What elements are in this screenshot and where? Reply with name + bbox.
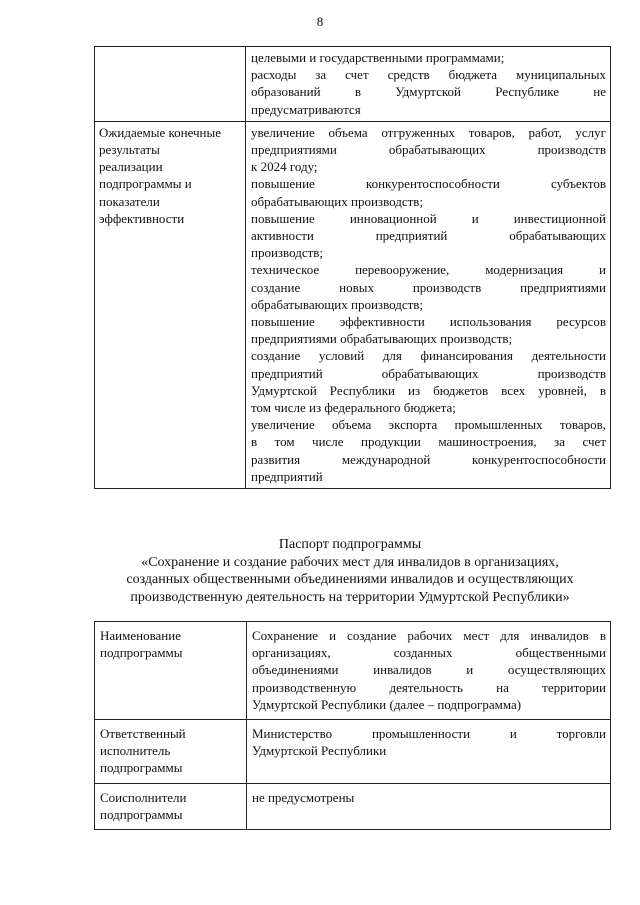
text-line: обрабатывающих производств; xyxy=(251,296,424,312)
text-line: предприятиями обрабатывающих производств; xyxy=(251,331,513,347)
label-cell-expected-results xyxy=(95,121,246,488)
label-line: реализации xyxy=(99,159,163,175)
label-line: показатели xyxy=(99,193,160,209)
label-line: подпрограммы xyxy=(100,806,183,822)
table-row-expected-results xyxy=(95,121,611,488)
text-line: повышение инновационной и инвестиционной xyxy=(251,210,606,226)
label-line: результаты xyxy=(99,142,160,158)
value-cell-expected-results xyxy=(246,121,611,488)
label-line: подпрограммы xyxy=(100,645,183,661)
text-line: увеличение объема экспорта промышленных товаров, xyxy=(251,417,606,433)
page-number: 8 xyxy=(316,14,324,29)
label-line: Наименование xyxy=(100,628,181,643)
label-cell-name xyxy=(95,622,247,720)
text-line: предприятиями обрабатывающих производств xyxy=(251,142,606,158)
value-cell-continuation xyxy=(246,47,611,122)
label-line: эффективности xyxy=(99,210,185,226)
text-line: организациях, созданных общественными xyxy=(252,645,606,661)
text-line: Удмуртской Республики (далее – подпрограмма) xyxy=(252,696,522,712)
text-line: производств; xyxy=(251,245,324,261)
text-line: не предусмотрены xyxy=(252,789,355,805)
subprogram-passport-table xyxy=(94,621,611,830)
text-line: предусматриваются xyxy=(251,101,361,117)
program-table-continued xyxy=(94,46,611,489)
value-cell-name xyxy=(247,622,611,720)
table-row-continuation xyxy=(95,47,611,122)
text-line: развития международной конкурентоспособности xyxy=(251,451,606,467)
label-cell-empty xyxy=(95,47,246,122)
table-row-coexecutors xyxy=(95,783,611,829)
text-line: увеличение объема отгруженных товаров, работ, услуг xyxy=(251,124,606,140)
table-row-responsible xyxy=(95,720,611,784)
text-line: объединениями инвалидов и осуществляющих xyxy=(252,662,606,678)
text-line: техническое перевооружение, модернизация и xyxy=(251,262,606,278)
passport-title: Паспорт подпрограммы xyxy=(278,537,422,552)
label-line: подпрограммы xyxy=(100,760,183,776)
passport-subtitle-line: производственную деятельность на территории Удмуртской Республики» xyxy=(130,589,570,605)
subprogram-passport-heading xyxy=(70,536,630,606)
label-line: исполнитель xyxy=(100,743,171,759)
passport-subtitle-line: созданных общественными объединениями инвалидов и осуществляющих xyxy=(126,572,574,587)
text-line: создание новых производств предприятиями xyxy=(251,279,606,295)
label-line: Ответственный xyxy=(100,726,186,742)
text-line: повышение конкурентоспособности субъектов xyxy=(251,176,606,192)
text-line: в том числе продукции машиностроения, за счет xyxy=(251,434,606,450)
label-cell-coexecutors xyxy=(95,783,247,829)
text-line: Удмуртской Республики xyxy=(252,743,387,759)
text-line: том числе из федерального бюджета; xyxy=(251,400,456,416)
text-line: обрабатывающих производств; xyxy=(251,193,424,209)
text-line: целевыми и государственными программами; xyxy=(251,50,505,65)
label-line: Соисполнители xyxy=(100,789,187,805)
text-line: активности предприятий обрабатывающих xyxy=(251,228,606,244)
value-cell-coexecutors xyxy=(247,783,611,829)
text-line: образований в Удмуртской Республике не xyxy=(251,84,606,100)
text-line: предприятий обрабатывающих производств xyxy=(251,365,606,381)
table-row-name xyxy=(95,622,611,720)
text-line: Удмуртской Республики из бюджетов всех уровней, в xyxy=(251,382,606,398)
value-cell-responsible xyxy=(247,720,611,784)
text-line: к 2024 году; xyxy=(251,159,318,175)
label-cell-responsible xyxy=(95,720,247,784)
text-line: Министерство промышленности и торговли xyxy=(252,726,606,742)
text-line: расходы за счет средств бюджета муниципальных xyxy=(251,67,606,83)
text-line: создание условий для финансирования деятельности xyxy=(251,348,606,364)
text-line: повышение эффективности использования ресурсов xyxy=(251,314,606,330)
label-line: подпрограммы и xyxy=(99,176,192,192)
text-line: Сохранение и создание рабочих мест для инвалидов в xyxy=(252,628,606,643)
text-line: предприятий xyxy=(251,468,323,484)
label-line: Ожидаемые конечные xyxy=(99,124,222,140)
passport-subtitle-line: «Сохранение и создание рабочих мест для инвалидов в организациях, xyxy=(141,554,559,570)
text-line: производственную деятельность на территории xyxy=(252,679,606,695)
